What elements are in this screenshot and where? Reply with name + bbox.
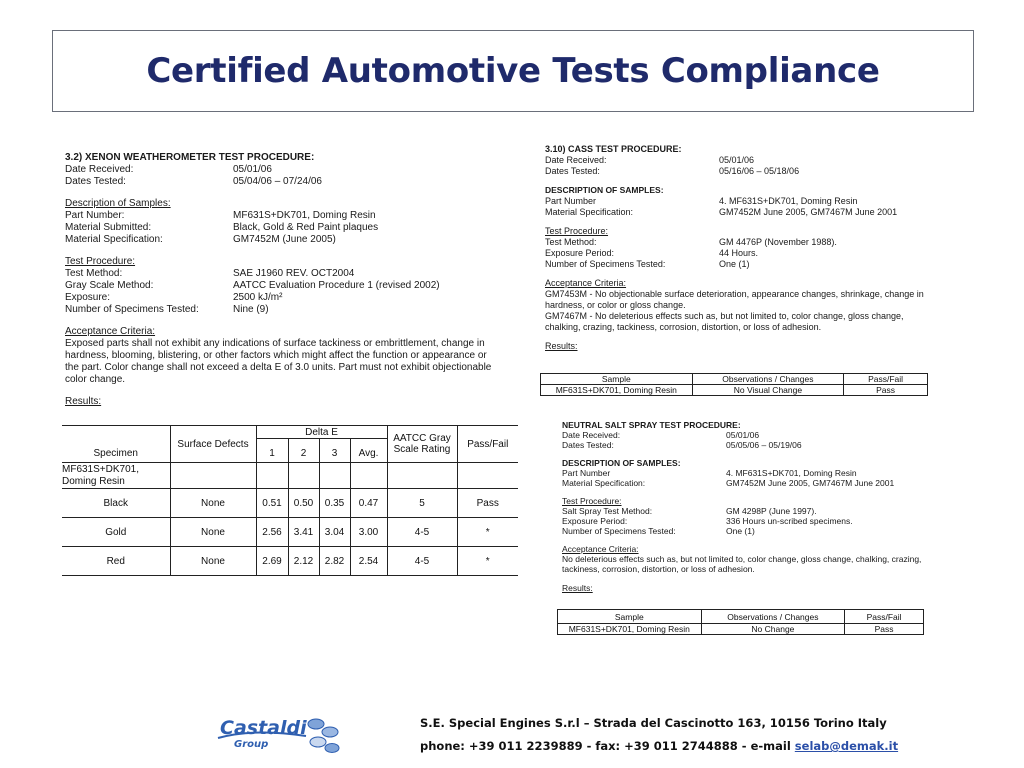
xenon-specimens: Nine (9) bbox=[233, 304, 269, 315]
cass-accept-text-2: GM7467M - No deleterious effects such as, but not limited to, color change, gloss change, chalking, crazing, tackiness, corrosion, distortion, or loss of adhesion. bbox=[545, 311, 904, 332]
salt-th-sample: Sample bbox=[558, 610, 702, 624]
table-row bbox=[62, 547, 518, 576]
salt-dates-tested: 05/05/06 – 05/19/06 bbox=[726, 440, 802, 450]
salt-desc-heading: DESCRIPTION OF SAMPLES: bbox=[562, 458, 681, 468]
salt-material-spec-label: Material Specification: bbox=[562, 478, 646, 488]
salt-test-method-label: Salt Spray Test Method: bbox=[562, 506, 653, 516]
xenon-cell-surface: None bbox=[170, 518, 256, 547]
salt-specimens-label: Number of Specimens Tested: bbox=[562, 526, 676, 536]
xenon-dates-tested-label: Dates Tested: bbox=[65, 176, 126, 187]
xenon-cell-avg: 0.47 bbox=[350, 489, 387, 518]
xenon-specimens-label: Number of Specimens Tested: bbox=[65, 304, 199, 315]
xenon-cell-avg: 3.00 bbox=[350, 518, 387, 547]
cass-date-received: 05/01/06 bbox=[719, 155, 755, 165]
salt-cell-obs: No Change bbox=[701, 624, 845, 635]
xenon-cell-surface: None bbox=[170, 547, 256, 576]
salt-th-obs: Observations / Changes bbox=[701, 610, 845, 624]
xenon-th-avg: Avg. bbox=[350, 439, 387, 463]
xenon-material-submitted-label: Material Submitted: bbox=[65, 222, 152, 233]
salt-test-method: GM 4298P (June 1997). bbox=[726, 506, 817, 516]
xenon-th-aatcc: AATCC Gray Scale Rating bbox=[387, 426, 457, 463]
xenon-exposure-label: Exposure: bbox=[65, 292, 111, 303]
xenon-th-d3: 3 bbox=[319, 439, 350, 463]
xenon-cell-d3: 3.04 bbox=[319, 518, 350, 547]
salt-date-received-label: Date Received: bbox=[562, 430, 621, 440]
cass-date-received-label: Date Received: bbox=[545, 155, 607, 165]
castaldi-group-logo bbox=[214, 712, 344, 756]
xenon-cell-d2: 0.50 bbox=[288, 489, 319, 518]
table-row bbox=[62, 518, 518, 547]
cass-desc-heading: DESCRIPTION OF SAMPLES: bbox=[545, 185, 664, 195]
xenon-material-submitted: Black, Gold & Red Paint plaques bbox=[233, 222, 379, 233]
page-title: Certified Automotive Tests Compliance bbox=[146, 51, 880, 91]
xenon-accept-heading: Acceptance Criteria: bbox=[65, 326, 156, 337]
xenon-cell-rating: 4-5 bbox=[387, 547, 457, 576]
xenon-cell-avg: 2.54 bbox=[350, 547, 387, 576]
xenon-th-surface: Surface Defects bbox=[170, 426, 256, 463]
cass-results-table bbox=[540, 373, 928, 396]
xenon-cell-d2: 2.12 bbox=[288, 547, 319, 576]
xenon-part-cell: MF631S+DK701, Doming Resin bbox=[62, 463, 170, 489]
cass-th-pass: Pass/Fail bbox=[868, 374, 904, 384]
cass-dates-tested: 05/16/06 – 05/18/06 bbox=[719, 166, 800, 176]
cass-results-heading: Results: bbox=[545, 341, 578, 351]
xenon-part-number: MF631S+DK701, Doming Resin bbox=[233, 210, 376, 221]
xenon-desc-heading: Description of Samples: bbox=[65, 198, 171, 209]
cass-material-spec-label: Material Specification: bbox=[545, 207, 634, 217]
salt-part-number-label: Part Number bbox=[562, 468, 611, 478]
xenon-cell-pass: Pass bbox=[476, 497, 499, 509]
xenon-cell-rating: 5 bbox=[387, 489, 457, 518]
salt-accept-text: No deleterious effects such as, but not limited to, color change, gloss change, chalking, crazing, tackiness, corrosion, distortion, or loss of adhesion. bbox=[562, 554, 922, 574]
xenon-cell-specimen: Red bbox=[62, 547, 170, 576]
xenon-date-received: 05/01/06 bbox=[233, 164, 272, 175]
xenon-part-number-label: Part Number: bbox=[65, 210, 125, 221]
cass-exposure: 44 Hours. bbox=[719, 248, 759, 258]
cass-dates-tested-label: Dates Tested: bbox=[545, 166, 600, 176]
cass-part-number-label: Part Number bbox=[545, 196, 597, 206]
table-row bbox=[541, 385, 928, 396]
footer-address: S.E. Special Engines S.r.l – Strada del Cascinotto 163, 10156 Torino Italy bbox=[420, 716, 887, 730]
cass-test-method-label: Test Method: bbox=[545, 237, 597, 247]
cass-exposure-label: Exposure Period: bbox=[545, 248, 615, 258]
logo-castaldi: Castaldi bbox=[220, 717, 307, 739]
xenon-test-method: SAE J1960 REV. OCT2004 bbox=[233, 268, 355, 279]
xenon-cell-d3: 0.35 bbox=[319, 489, 350, 518]
title-box bbox=[52, 30, 974, 112]
xenon-gray-scale-label: Gray Scale Method: bbox=[65, 280, 154, 291]
xenon-th-d2: 2 bbox=[288, 439, 319, 463]
cass-proc-heading: Test Procedure: bbox=[545, 226, 609, 236]
xenon-material-spec: GM7452M (June 2005) bbox=[233, 234, 336, 245]
logo-graphic bbox=[214, 712, 344, 756]
salt-date-received: 05/01/06 bbox=[726, 430, 760, 440]
xenon-cell-surface: None bbox=[170, 489, 256, 518]
xenon-th-delta: Delta E bbox=[256, 426, 387, 439]
cass-cell-pass: Pass bbox=[876, 385, 896, 395]
xenon-heading: 3.2) XENON WEATHEROMETER TEST PROCEDURE: bbox=[65, 152, 315, 163]
xenon-exposure: 2500 kJ/m² bbox=[233, 292, 283, 303]
xenon-cell-specimen: Black bbox=[62, 489, 170, 518]
cass-cell-sample: MF631S+DK701, Doming Resin bbox=[541, 385, 693, 396]
xenon-cell-d3: 2.82 bbox=[319, 547, 350, 576]
xenon-results-table bbox=[62, 425, 518, 576]
salt-cell-pass: Pass bbox=[874, 624, 894, 634]
xenon-document bbox=[65, 152, 505, 408]
cass-specimens-label: Number of Specimens Tested: bbox=[545, 259, 666, 269]
salt-document bbox=[562, 420, 927, 593]
table-row bbox=[62, 489, 518, 518]
salt-th-pass: Pass/Fail bbox=[866, 611, 902, 622]
xenon-results-heading: Results: bbox=[65, 396, 102, 407]
salt-specimens: One (1) bbox=[726, 526, 755, 536]
xenon-accept-text: Exposed parts shall not exhibit any indications of surface tackiness or embrittlement, change in hardness, blooming, blistering, or other factors which might affect the function or appearance or the part. Color change shall not exceed a delta E of 3.0 units. Part must not exhibit objectionable color change. bbox=[65, 338, 492, 385]
salt-heading: NEUTRAL SALT SPRAY TEST PROCEDURE: bbox=[562, 420, 741, 430]
salt-material-spec: GM7452M June 2005, GM7467M June 2001 bbox=[726, 478, 895, 488]
xenon-cell-d1: 0.51 bbox=[256, 489, 288, 518]
table-row bbox=[558, 624, 924, 635]
footer-contact bbox=[420, 739, 898, 753]
cass-document bbox=[545, 144, 930, 352]
xenon-dates-tested: 05/04/06 – 07/24/06 bbox=[233, 176, 322, 187]
xenon-cell-pass: * bbox=[485, 555, 490, 567]
salt-accept-heading: Acceptance Criteria: bbox=[562, 544, 639, 554]
xenon-cell-d1: 2.69 bbox=[256, 547, 288, 576]
xenon-th-d1: 1 bbox=[256, 439, 288, 463]
cass-accept-heading: Acceptance Criteria: bbox=[545, 278, 627, 288]
salt-exposure-label: Exposure Period: bbox=[562, 516, 628, 526]
cass-specimens: One (1) bbox=[719, 259, 750, 269]
salt-results-heading: Results: bbox=[562, 583, 593, 593]
xenon-cell-d2: 3.41 bbox=[288, 518, 319, 547]
cass-heading: 3.10) CASS TEST PROCEDURE: bbox=[545, 144, 682, 154]
footer-phone-fax: phone: +39 011 2239889 - fax: +39 011 2744888 - e-mail bbox=[420, 739, 795, 753]
cass-cell-obs: No Visual Change bbox=[692, 385, 844, 396]
cass-th-obs: Observations / Changes bbox=[692, 374, 844, 385]
cass-material-spec: GM7452M June 2005, GM7467M June 2001 bbox=[719, 207, 898, 217]
cass-th-sample: Sample bbox=[541, 374, 693, 385]
xenon-material-spec-label: Material Specification: bbox=[65, 234, 163, 245]
salt-results-table bbox=[557, 609, 924, 635]
xenon-cell-d1: 2.56 bbox=[256, 518, 288, 547]
xenon-cell-pass: * bbox=[485, 526, 490, 538]
footer-email-link[interactable]: selab@demak.it bbox=[794, 739, 899, 753]
salt-part-number: 4. MF631S+DK701, Doming Resin bbox=[726, 468, 857, 478]
salt-exposure: 336 Hours un-scribed specimens. bbox=[726, 516, 853, 526]
cass-accept-text-1: GM7453M - No objectionable surface deterioration, appearance changes, shrinkage, change in hardness, or color or gloss change. bbox=[545, 289, 924, 310]
salt-dates-tested-label: Dates Tested: bbox=[562, 440, 614, 450]
xenon-cell-rating: 4-5 bbox=[387, 518, 457, 547]
xenon-gray-scale: AATCC Evaluation Procedure 1 (revised 2002) bbox=[233, 280, 440, 291]
salt-cell-sample: MF631S+DK701, Doming Resin bbox=[558, 624, 702, 635]
xenon-th-pass: Pass/Fail bbox=[467, 438, 509, 450]
xenon-th-specimen: Specimen bbox=[62, 426, 170, 463]
logo-group: Group bbox=[234, 739, 269, 750]
salt-proc-heading: Test Procedure: bbox=[562, 496, 622, 506]
cass-test-method: GM 4476P (November 1988). bbox=[719, 237, 837, 247]
xenon-cell-specimen: Gold bbox=[62, 518, 170, 547]
xenon-test-method-label: Test Method: bbox=[65, 268, 123, 279]
cass-part-number: 4. MF631S+DK701, Doming Resin bbox=[719, 196, 858, 206]
xenon-date-received-label: Date Received: bbox=[65, 164, 134, 175]
xenon-proc-heading: Test Procedure: bbox=[65, 256, 136, 267]
